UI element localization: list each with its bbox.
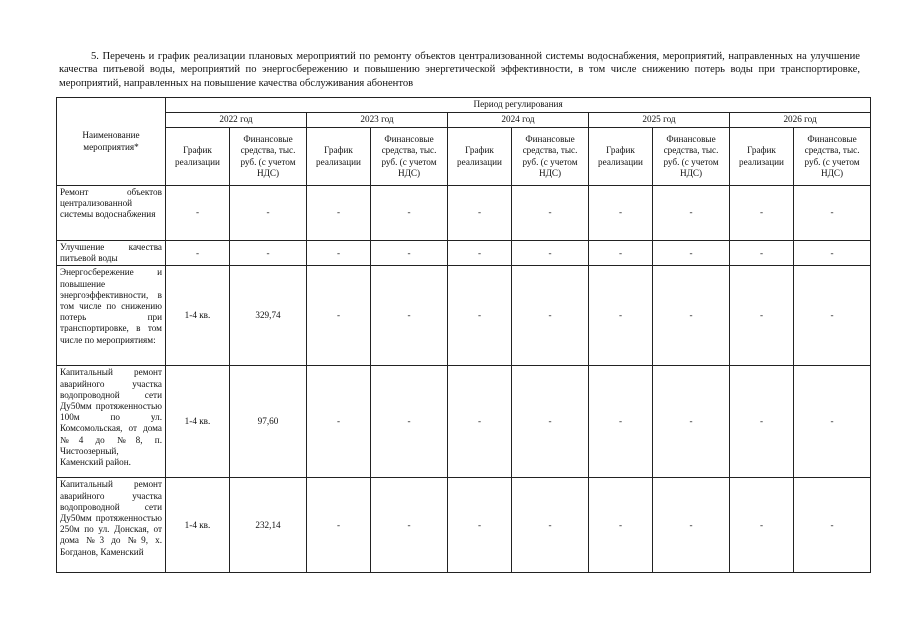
finance-value-cell: - — [794, 478, 871, 573]
measure-name-cell — [57, 241, 166, 266]
finance-value-cell: 97,60 — [230, 366, 307, 478]
finance-value-cell: - — [794, 241, 871, 266]
schedule-value-cell: - — [448, 366, 512, 478]
finance-value-cell: 329,74 — [230, 266, 307, 366]
finance-value-cell: - — [794, 266, 871, 366]
schedule-value-cell: - — [448, 266, 512, 366]
table-row — [57, 241, 871, 266]
schedule-value-cell: 1-4 кв. — [166, 266, 230, 366]
finance-value-cell: 232,14 — [230, 478, 307, 573]
finance-subheader: Финансовые средства, тыс. руб. (с учетом НДС) — [230, 128, 307, 186]
schedule-value-cell: - — [307, 266, 371, 366]
schedule-subheader: График реализации — [448, 128, 512, 186]
finance-subheader: Финансовые средства, тыс. руб. (с учетом НДС) — [653, 128, 730, 186]
table-row — [57, 478, 871, 573]
finance-value-cell: - — [230, 241, 307, 266]
name-column-header: Наименование мероприятия* — [57, 98, 166, 186]
finance-value-cell: - — [512, 241, 589, 266]
period-header: Период регулирования — [166, 98, 871, 113]
finance-value-cell: - — [794, 366, 871, 478]
year-header: 2024 год — [448, 113, 589, 128]
finance-value-cell: - — [653, 186, 730, 241]
schedule-value-cell: - — [589, 366, 653, 478]
schedule-subheader: График реализации — [730, 128, 794, 186]
measures-schedule-table — [56, 97, 871, 573]
measure-name-cell — [57, 266, 166, 366]
finance-value-cell: - — [371, 478, 448, 573]
measure-name-cell — [57, 366, 166, 478]
schedule-value-cell: - — [730, 266, 794, 366]
schedule-value-cell: - — [589, 478, 653, 573]
finance-value-cell: - — [653, 366, 730, 478]
finance-value-cell: - — [371, 266, 448, 366]
table-row — [57, 186, 871, 241]
finance-value-cell: - — [230, 186, 307, 241]
schedule-value-cell: - — [730, 186, 794, 241]
schedule-value-cell: - — [589, 186, 653, 241]
schedule-value-cell: 1-4 кв. — [166, 478, 230, 573]
schedule-value-cell: - — [307, 186, 371, 241]
finance-value-cell: - — [653, 478, 730, 573]
table-row — [57, 366, 871, 478]
schedule-subheader: График реализации — [307, 128, 371, 186]
measure-name-text: Ремонт объектов централизованной системы водоснабжения — [60, 187, 162, 220]
schedule-value-cell: - — [448, 186, 512, 241]
measure-name-text: Энергосбережение и повышение энергоэффективности, в том числе по снижению потерь при транспортировке, в том числе по мероприятиям: — [60, 267, 162, 345]
schedule-value-cell: - — [307, 241, 371, 266]
schedule-value-cell: - — [730, 366, 794, 478]
schedule-value-cell: - — [448, 478, 512, 573]
year-header: 2023 год — [307, 113, 448, 128]
schedule-value-cell: - — [166, 186, 230, 241]
schedule-value-cell: - — [448, 241, 512, 266]
finance-subheader: Финансовые средства, тыс. руб. (с учетом НДС) — [512, 128, 589, 186]
year-header: 2026 год — [730, 113, 871, 128]
measure-name-cell — [57, 478, 166, 573]
schedule-value-cell: - — [307, 366, 371, 478]
section-intro-paragraph: 5. Перечень и график реализации плановых мероприятий по ремонту объектов централизованной системы водоснабжения, мероприятий, направленных на улучшение качества питьевой воды, мероприятий по энергосбережению и повышению энергетической эффективности, в том числе снижению потерь воды при транспортировке, мероприятий, направленных на повышение качества обслуживания абонентов — [59, 50, 860, 89]
schedule-value-cell: 1-4 кв. — [166, 366, 230, 478]
table-body — [57, 186, 871, 573]
table-row — [57, 266, 871, 366]
finance-subheader: Финансовые средства, тыс. руб. (с учетом НДС) — [794, 128, 871, 186]
measure-name-text: Капитальный ремонт аварийного участка водопроводной сети Ду50мм протяженностью 250м по ул. Донская, от дома №3 до №9, х. Богданов, Каменский — [60, 479, 162, 557]
finance-value-cell: - — [512, 478, 589, 573]
schedule-value-cell: - — [730, 241, 794, 266]
finance-value-cell: - — [794, 186, 871, 241]
finance-value-cell: - — [512, 266, 589, 366]
schedule-subheader: График реализации — [166, 128, 230, 186]
schedule-value-cell: - — [166, 241, 230, 266]
schedule-value-cell: - — [589, 266, 653, 366]
measure-name-text: Улучшение качества питьевой воды — [60, 242, 162, 264]
schedule-value-cell: - — [307, 478, 371, 573]
finance-value-cell: - — [653, 266, 730, 366]
finance-value-cell: - — [653, 241, 730, 266]
finance-value-cell: - — [512, 186, 589, 241]
finance-value-cell: - — [371, 241, 448, 266]
finance-subheader: Финансовые средства, тыс. руб. (с учетом НДС) — [371, 128, 448, 186]
measure-name-cell — [57, 186, 166, 241]
year-header: 2022 год — [166, 113, 307, 128]
schedule-subheader: График реализации — [589, 128, 653, 186]
finance-value-cell: - — [512, 366, 589, 478]
finance-value-cell: - — [371, 186, 448, 241]
finance-value-cell: - — [371, 366, 448, 478]
measure-name-text: Капитальный ремонт аварийного участка водопроводной сети Ду50мм протяженностью 100м по ул. Комсомольская, от дома №4 до №8, п. Чистоозерный, Каменский район. — [60, 367, 162, 468]
year-header: 2025 год — [589, 113, 730, 128]
schedule-value-cell: - — [730, 478, 794, 573]
schedule-value-cell: - — [589, 241, 653, 266]
